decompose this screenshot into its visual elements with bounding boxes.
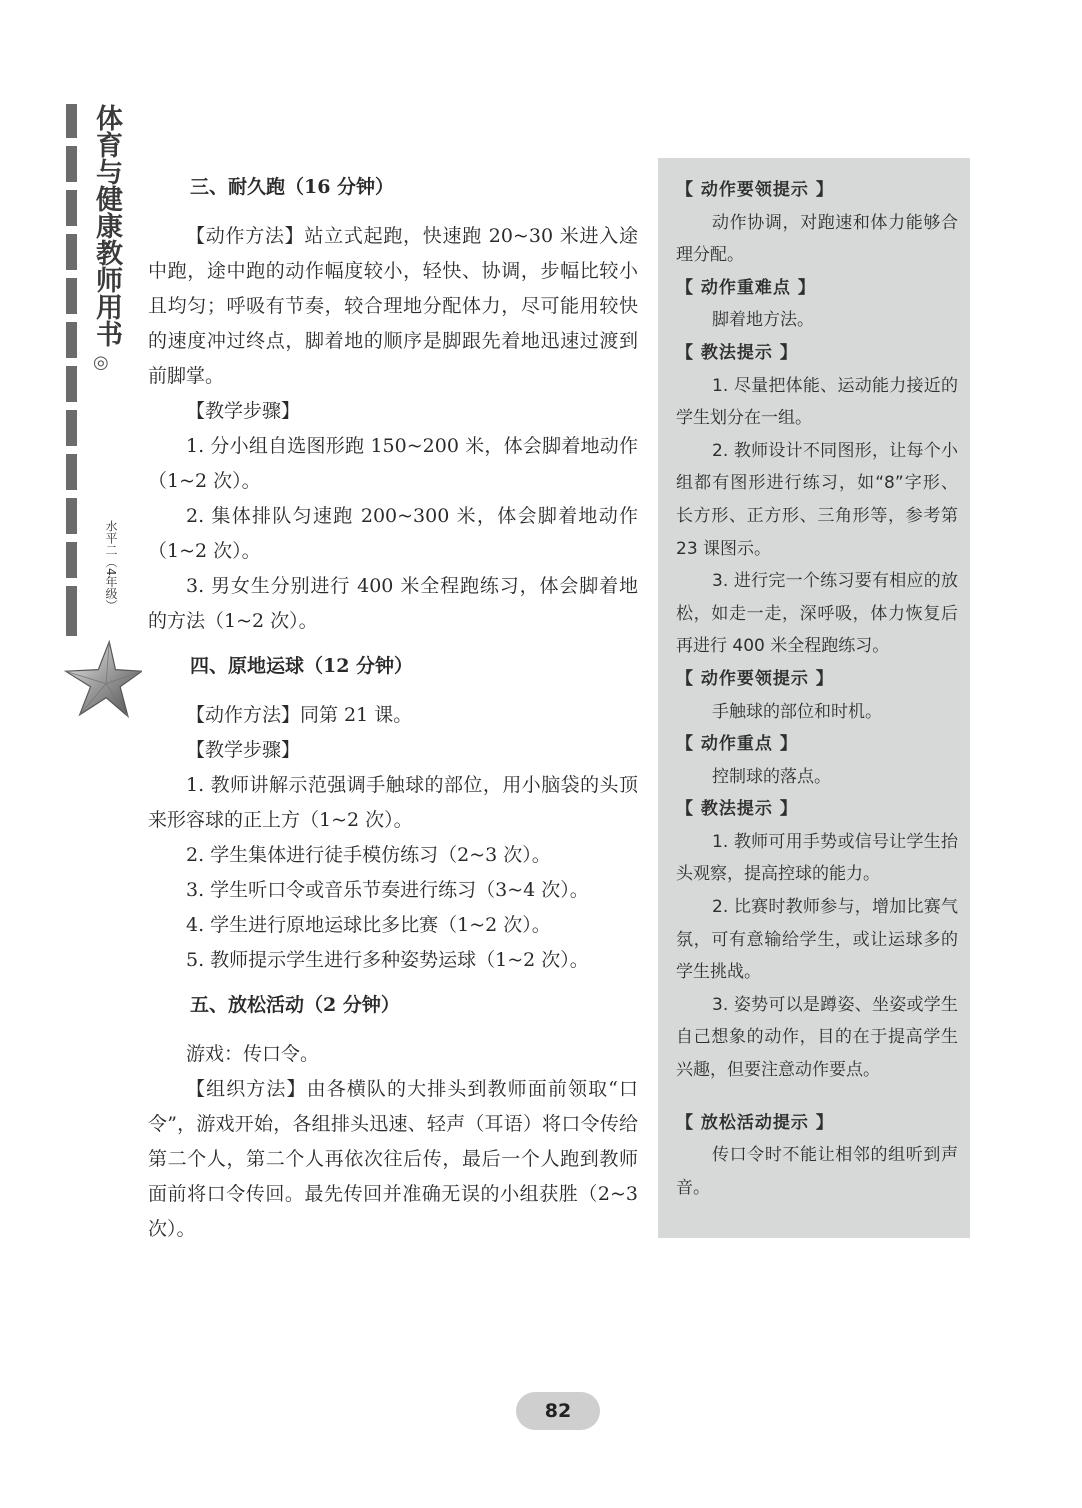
tip-heading: 【 动作重点 】 — [676, 734, 798, 755]
book-title: 体育与健康教师用书 — [91, 104, 122, 347]
list-item: 1. 教师讲解示范强调手触球的部位，用小脑袋的头顶来形容球的正上方（1~2 次）。 — [148, 774, 638, 831]
tips-panel — [658, 158, 970, 1238]
tip-text: 3. 姿势可以是蹲姿、坐姿或学生自己想象的动作，目的在于提高学生兴趣，但要注意动作要点。 — [676, 994, 958, 1081]
page-number: 82 — [516, 1392, 600, 1430]
tip-text: 传口令时不能让相邻的组听到声音。 — [676, 1145, 958, 1198]
tip-heading: 【 放松活动提示 】 — [676, 1112, 834, 1133]
tip-text: 脚着地方法。 — [712, 310, 814, 331]
paragraph: 游戏：传口令。 — [186, 1043, 320, 1065]
title-mark: ◎ — [93, 352, 109, 373]
tip-text: 1. 教师可用手势或信号让学生抬头观察，提高控球的能力。 — [676, 831, 958, 885]
section-title-relax: 五、放松活动（2 分钟） — [190, 994, 400, 1016]
tip-text: 3. 进行完一个练习要有相应的放松，如走一走，深呼吸，体力恢复后再进行 400 米全程跑练习。 — [676, 571, 958, 657]
section-title-endurance-run: 三、耐久跑（16 分钟） — [190, 176, 395, 198]
list-item: 2. 学生集体进行徒手模仿练习（2~3 次）。 — [186, 844, 551, 866]
paragraph: 【教学步骤】 — [186, 739, 301, 761]
tip-heading: 【 动作要领提示 】 — [676, 668, 834, 689]
list-item: 3. 男女生分别进行 400 米全程跑练习，体会脚着地的方法（1~2 次）。 — [148, 575, 638, 632]
tip-text: 控制球的落点。 — [712, 766, 831, 787]
list-item: 3. 学生听口令或音乐节奏进行练习（3~4 次）。 — [186, 879, 589, 901]
list-item: 5. 教师提示学生进行多种姿势运球（1~2 次）。 — [186, 949, 589, 971]
tip-heading: 【 动作要领提示 】 — [676, 180, 834, 200]
list-item: 4. 学生进行原地运球比多比赛（1~2 次）。 — [186, 914, 551, 936]
tip-text: 2. 比赛时教师参与，增加比赛气氛，可有意输给学生，或让运球多的学生挑战。 — [676, 897, 958, 983]
list-item: 1. 分小组自选图形跑 150~200 米，体会脚着地动作（1~2 次）。 — [148, 435, 638, 492]
level-label: 水平二（4年级） — [104, 520, 118, 612]
paragraph: 【教学步骤】 — [186, 400, 301, 422]
tip-heading: 【 教法提示 】 — [676, 342, 798, 363]
paragraph: 【动作方法】站立式起跑，快速跑 20~30 米进入途中跑，途中跑的动作幅度较小，轻快、协调，步幅比较小且均匀；呼吸有节奏，较合理地分配体力，尽可能用较快的速度冲过终点，脚着地的顺序是脚跟先着地迅速过渡到前脚掌。 — [148, 225, 638, 387]
section-title-dribble: 四、原地运球（12 分钟） — [190, 655, 414, 677]
tip-text: 2. 教师设计不同图形，让每个小组都有图形进行练习，如“8”字形、长方形、正方形、三角形等，参考第 23 课图示。 — [676, 440, 958, 559]
main-content — [148, 170, 638, 1247]
tip-text: 手触球的部位和时机。 — [712, 701, 882, 722]
tip-text: 1. 尽量把体能、运动能力接近的学生划分在一组。 — [676, 375, 958, 429]
paragraph: 【动作方法】同第 21 课。 — [186, 704, 413, 726]
list-item: 2. 集体排队匀速跑 200~300 米，体会脚着地动作（1~2 次）。 — [148, 505, 638, 562]
tip-heading: 【 教法提示 】 — [676, 799, 798, 820]
paragraph: 【组织方法】由各横队的大排头到教师面前领取“口令”，游戏开始，各组排头迅速、轻声（耳语）将口令传给第二个人，第二个人再依次往后传，最后一个人跑到教师面前将口令传回。最先传回并准确无误的小组获胜（2~3 次）。 — [148, 1078, 638, 1240]
star-icon — [64, 640, 142, 718]
tip-heading: 【 动作重难点 】 — [676, 277, 816, 298]
tip-text: 动作协调，对跑速和体力能够合理分配。 — [676, 212, 958, 266]
